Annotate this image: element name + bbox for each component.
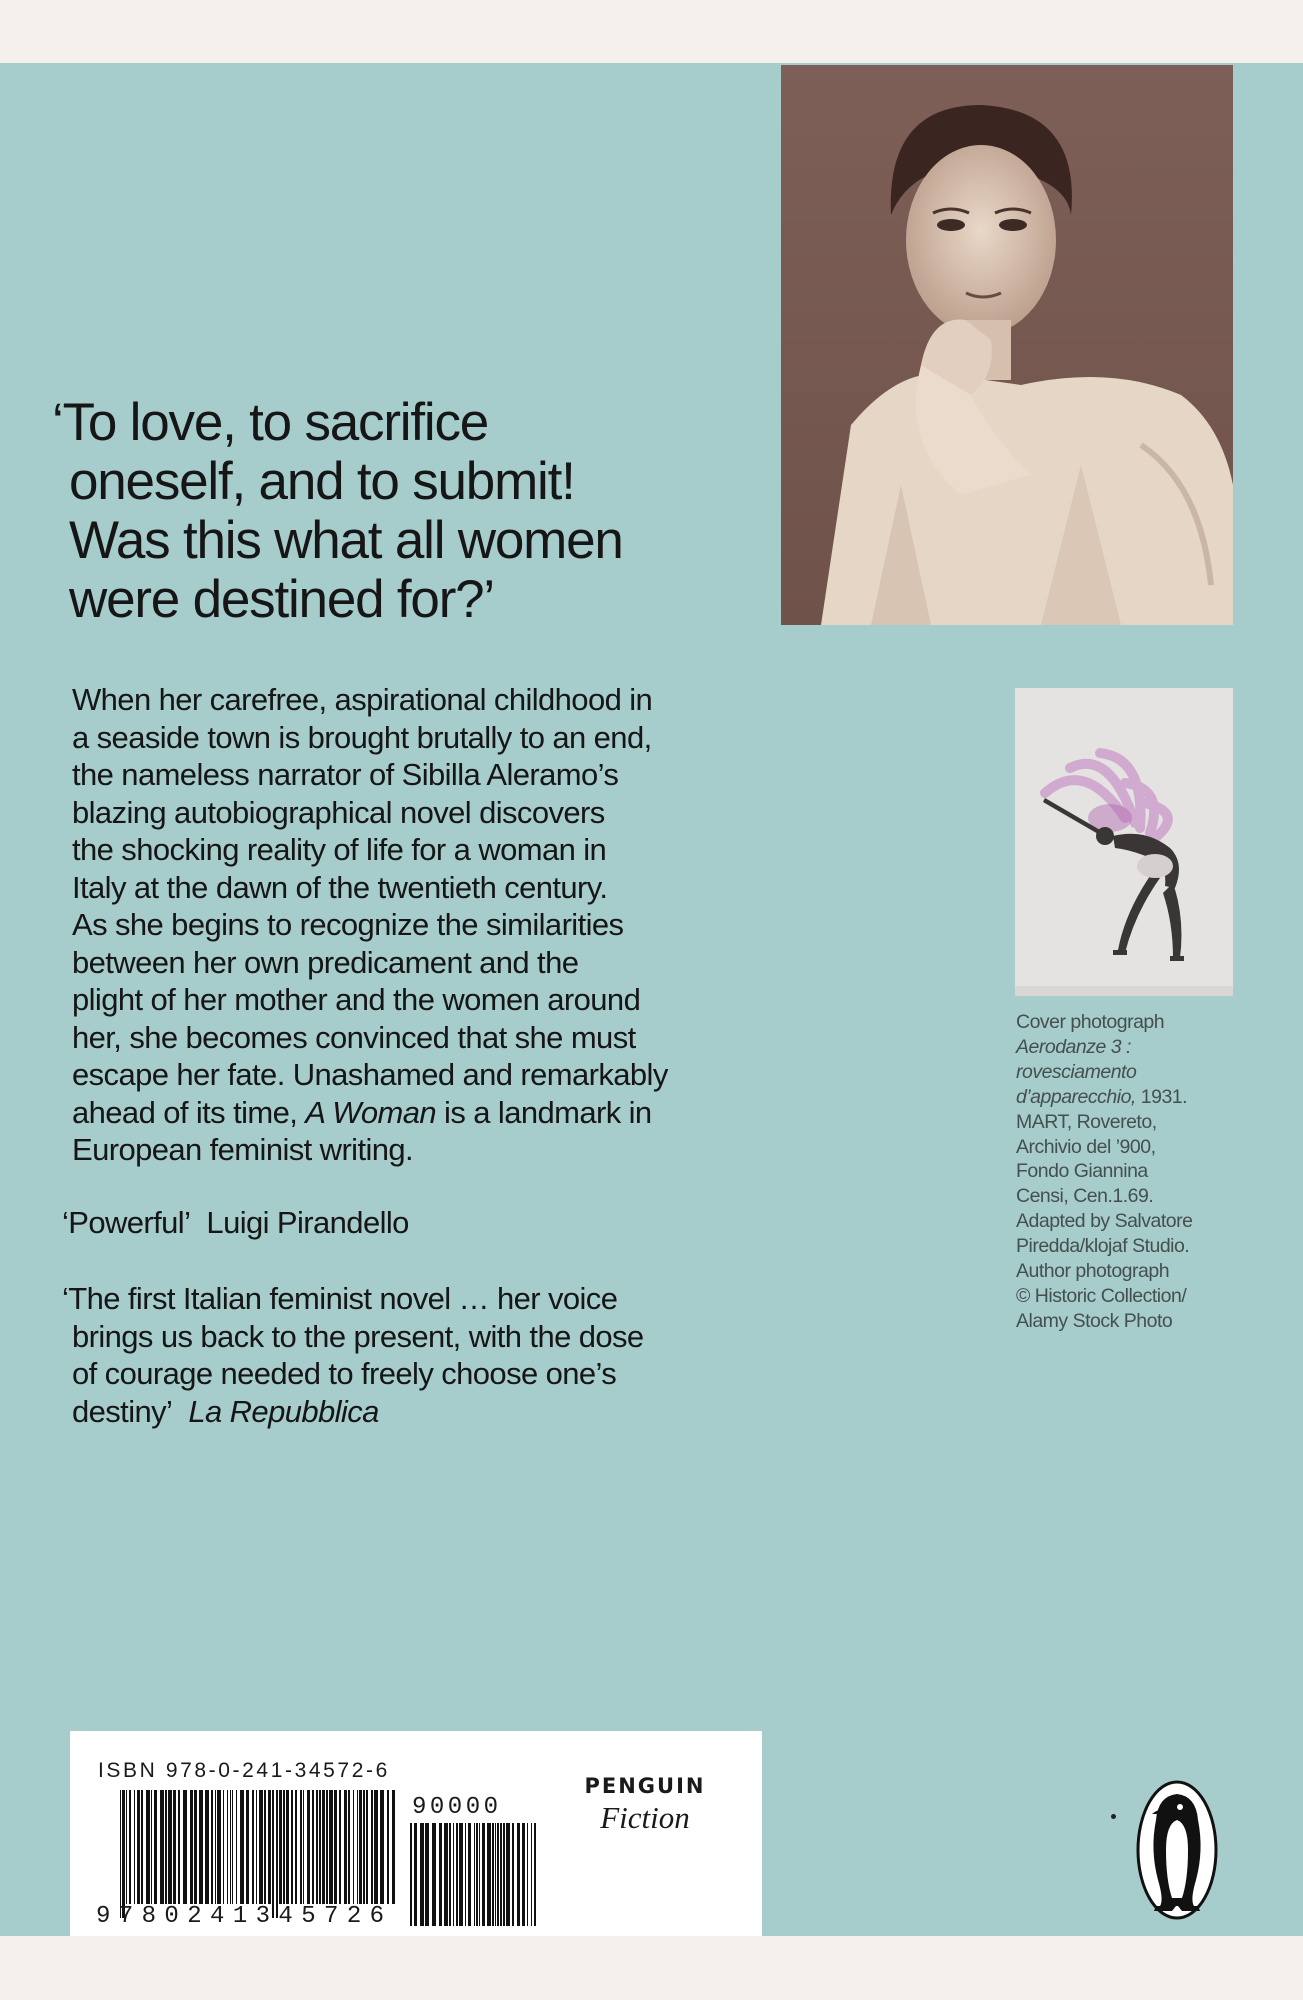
barcode-bar (205, 1790, 209, 1904)
barcode-bar (329, 1790, 333, 1904)
credit-text: 1931. (1135, 1085, 1188, 1108)
barcode-panel (70, 1731, 762, 1936)
credit-line: Alamy Stock Photo (1016, 1309, 1173, 1332)
barcode-bar (300, 1790, 302, 1904)
barcode-bar (353, 1790, 354, 1904)
pull-quote-line: oneself, and to submit! (69, 452, 575, 511)
barcode-bar (165, 1790, 167, 1904)
barcode-bar (534, 1823, 536, 1926)
barcode-bar (506, 1823, 510, 1926)
barcode-bar (366, 1790, 368, 1904)
review-line: of courage needed to freely choose one’s (72, 1356, 617, 1391)
barcode-bar (453, 1823, 454, 1926)
credit-line: © Historic Collection/ (1016, 1284, 1187, 1307)
barcode-bar (465, 1823, 466, 1926)
book-blurb (72, 681, 782, 1169)
ean-barcode (120, 1790, 400, 1918)
barcode-bar (236, 1790, 237, 1904)
review-source: La Repubblica (188, 1393, 379, 1429)
blurb-line: a seaside town is brought brutally to an end, (72, 719, 652, 755)
barcode-bar (459, 1823, 463, 1926)
barcode-bar (512, 1823, 514, 1926)
barcode-bar (339, 1790, 341, 1904)
barcode-bar (256, 1790, 257, 1904)
credit-line: Piredda/klojaf Studio. (1016, 1235, 1190, 1258)
barcode-bar (432, 1823, 436, 1926)
barcode-bar (344, 1790, 347, 1904)
barcode-bar (190, 1790, 193, 1904)
barcode-bar (246, 1790, 249, 1904)
book-title: A Woman (305, 1094, 437, 1130)
pull-quote-line: were destined for?’ (69, 570, 495, 629)
barcode-bar (492, 1823, 494, 1926)
review-line: brings us back to the present, with the dose (72, 1318, 644, 1354)
barcode-bar (414, 1823, 417, 1926)
barcode-bar (264, 1790, 266, 1904)
credit-line: Archivio del ’900, (1016, 1135, 1156, 1158)
blurb-text: is a landmark in (436, 1094, 652, 1130)
blurb-line: Italy at the dawn of the twentieth century. (72, 869, 608, 905)
blurb-line: European feminist writing. (72, 1132, 414, 1167)
barcode-bar (319, 1790, 321, 1904)
review-text: destiny’ (72, 1393, 173, 1429)
blurb-line: the nameless narrator of Sibilla Aleramo’s (72, 757, 619, 792)
blurb-line: her, she becomes convinced that she must (72, 1019, 636, 1055)
barcode-bar (380, 1790, 384, 1904)
blurb-line: escape her fate. Unashamed and remarkably (72, 1057, 668, 1092)
barcode-bar (168, 1790, 172, 1904)
barcode-bar (286, 1790, 289, 1904)
blurb-line: the shocking reality of life for a woman in (72, 832, 607, 867)
barcode-bar (482, 1823, 485, 1926)
barcode-bar (371, 1790, 373, 1904)
pull-quote (52, 393, 752, 629)
imprint-series: Fiction (600, 1800, 690, 1835)
barcode-bar (230, 1790, 231, 1904)
barcode-bar (141, 1790, 143, 1904)
printer-mark (1111, 1814, 1116, 1819)
barcode-bar (392, 1790, 395, 1904)
barcode-bar (522, 1823, 525, 1926)
barcode-bar (137, 1790, 140, 1904)
barcode-bar (420, 1823, 424, 1926)
barcode-digits: 9780241345726 (96, 1903, 393, 1930)
barcode-bar (487, 1823, 491, 1926)
dancer-image (1015, 688, 1233, 996)
barcode-bar (268, 1790, 271, 1904)
barcode-bar (232, 1790, 233, 1904)
barcode-bar (240, 1790, 244, 1904)
review-quote (62, 1204, 782, 1242)
barcode-bar (194, 1790, 197, 1904)
review-text: ‘Powerful’ (62, 1205, 191, 1240)
barcode-bar (134, 1790, 135, 1904)
barcode-bar (334, 1790, 337, 1904)
barcode-bar (410, 1823, 412, 1926)
barcode-bar (363, 1790, 365, 1904)
barcode-bar (348, 1790, 350, 1904)
credit-line: Adapted by Salvatore (1016, 1210, 1193, 1233)
barcode-bar (468, 1823, 471, 1926)
barcode-bar (126, 1790, 127, 1904)
barcode-bar (252, 1790, 254, 1904)
barcode-bar (151, 1790, 152, 1904)
barcode-bar (374, 1790, 378, 1904)
barcode-bar (474, 1823, 475, 1926)
barcode-bar (283, 1790, 285, 1904)
barcode-bar (178, 1790, 180, 1904)
author-photograph (781, 65, 1233, 625)
credit-line (1016, 1085, 1236, 1110)
barcode-bar (500, 1823, 502, 1926)
credit-line: Cover photograph (1016, 1011, 1165, 1033)
barcode-bar (122, 1790, 125, 1918)
author-photograph-image (781, 65, 1233, 625)
barcode-bar (312, 1790, 314, 1904)
blurb-line: plight of her mother and the women around (72, 982, 641, 1017)
credit-line: Author photograph (1016, 1260, 1170, 1283)
isbn-label: ISBN 978-0-241-34572-6 (98, 1759, 390, 1782)
review-source: Luigi Pirandello (206, 1205, 409, 1240)
barcode-bar (527, 1823, 528, 1926)
barcode-bar (276, 1790, 278, 1918)
barcode-bar (211, 1790, 213, 1904)
credit-line: Aerodanze 3 : (1016, 1035, 1131, 1058)
penguin-logo-icon (1136, 1780, 1218, 1920)
cover-art-image (1015, 688, 1233, 996)
review-line (62, 1204, 782, 1242)
blurb-line: As she begins to recognize the similarities (72, 907, 624, 942)
barcode-bar (357, 1790, 358, 1904)
barcode-bar (120, 1790, 121, 1918)
barcode-bar (173, 1790, 176, 1904)
barcode-bar (295, 1790, 297, 1904)
barcode-bar (129, 1790, 131, 1904)
blurb-line: between her own predicament and the (72, 944, 579, 980)
barcode-bar (387, 1790, 389, 1904)
barcode-bar (199, 1790, 203, 1904)
imprint-name: PENGUIN (584, 1774, 706, 1798)
review-line (62, 1393, 782, 1431)
barcode-bar (322, 1790, 325, 1904)
barcode-bar (517, 1823, 520, 1926)
barcode-bar (217, 1790, 221, 1904)
credit-line: Censi, Cen.1.69. (1016, 1185, 1154, 1208)
barcode-bar (160, 1790, 164, 1904)
blurb-line: blazing autobiographical novel discovers (72, 794, 605, 830)
barcode-bar (476, 1823, 478, 1926)
barcode-bar (479, 1823, 480, 1926)
barcode-bar (223, 1790, 224, 1904)
barcode-bar (259, 1790, 263, 1904)
barcode-bar (449, 1823, 451, 1926)
barcode-bar (456, 1823, 458, 1926)
barcode-bar (326, 1790, 328, 1904)
blurb-text: ahead of its time, (72, 1094, 306, 1130)
barcode-bar (146, 1790, 150, 1904)
blurb-line: When her carefree, aspirational childhood in (72, 682, 653, 717)
barcode-bar (497, 1823, 499, 1926)
credit-title: d’apparecchio, (1016, 1085, 1136, 1108)
barcode-bar (425, 1823, 429, 1926)
barcode-bar (495, 1823, 496, 1926)
barcode-bar (154, 1790, 157, 1904)
barcode-bar (503, 1823, 505, 1926)
credit-line: Fondo Giannina (1016, 1160, 1148, 1183)
barcode-bar (227, 1790, 228, 1904)
cover-credits (1016, 1010, 1236, 1334)
pull-quote-line: Was this what all women (69, 511, 623, 570)
blurb-line (72, 1094, 782, 1132)
review-line: ‘The first Italian feminist novel … her voice (62, 1281, 618, 1316)
imprint (570, 1774, 720, 1836)
barcode-bar (307, 1790, 310, 1904)
barcode-bar (291, 1790, 293, 1904)
credit-line: rovesciamento (1016, 1060, 1137, 1083)
barcode-bar (439, 1823, 442, 1926)
review-quote (62, 1280, 782, 1430)
barcode-addon-digits: 90000 (412, 1794, 502, 1821)
barcode-bar (215, 1790, 216, 1904)
barcode-bar (531, 1823, 532, 1926)
barcode-bar (279, 1790, 282, 1904)
barcode-bar (183, 1790, 187, 1904)
barcode-bar (359, 1790, 362, 1904)
barcode-bar (303, 1790, 304, 1904)
addon-barcode (410, 1823, 540, 1926)
barcode-bar (316, 1790, 318, 1904)
pull-quote-line: ‘To love, to sacrifice (52, 393, 489, 452)
barcode-bar (444, 1823, 448, 1926)
barcode-bar (272, 1790, 274, 1918)
credit-line: MART, Rovereto, (1016, 1110, 1157, 1133)
